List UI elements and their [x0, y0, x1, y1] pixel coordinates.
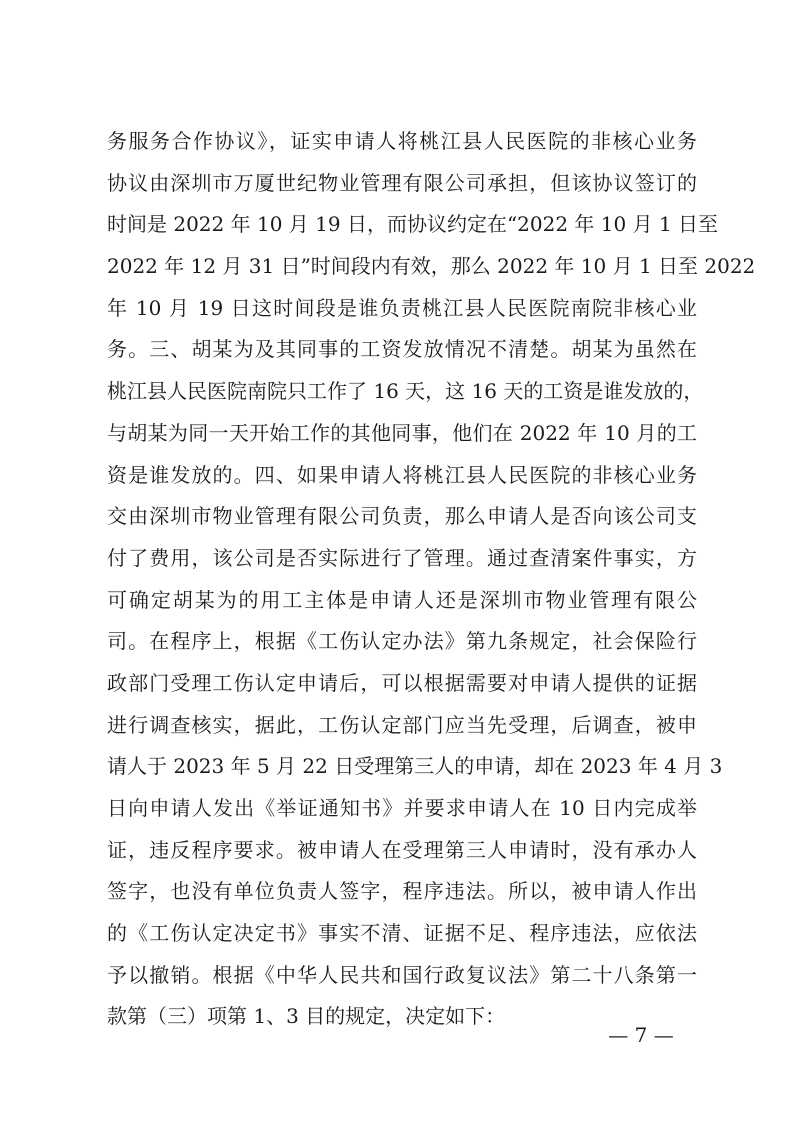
- text-line: 年 10 月 19 日这时间段是谁负责桃江县人民医院南院非核心业: [107, 295, 697, 320]
- page-number: — 7 —: [608, 1023, 674, 1047]
- text-line: 时间是 2022 年 10 月 19 日，而协议约定在“2022 年 10 月 1 日至: [107, 212, 719, 237]
- text-line: 务。三、胡某为及其同事的工资发放情况不清楚。胡某为虽然在: [107, 337, 697, 362]
- text-line: 2022 年 12 月 31 日”时间段内有效，那么 2022 年 10 月 1 日至 2022: [107, 254, 756, 279]
- text-line: 进行调查核实，据此，工伤认定部门应当先受理，后调查，被申: [107, 712, 697, 737]
- text-line: 司。在程序上，根据《工伤认定办法》第九条规定，社会保险行: [107, 629, 697, 654]
- text-line: 协议由深圳市万厦世纪物业管理有限公司承担，但该协议签订的: [107, 170, 697, 195]
- text-line: 日向申请人发出《举证通知书》并要求申请人在 10 日内完成举: [107, 796, 697, 820]
- text-line: 交由深圳市物业管理有限公司负责，那么申请人是否向该公司支: [107, 504, 697, 529]
- text-line: 款第（三）项第 1、3 目的规定，决定如下：: [107, 1004, 506, 1029]
- text-line: 请人于 2023 年 5 月 22 日受理第三人的申请，却在 2023 年 4 月 3: [107, 754, 723, 779]
- text-line: 务服务合作协议》，证实申请人将桃江县人民医院的非核心业务: [107, 129, 697, 153]
- text-line: 予以撤销。根据《中华人民共和国行政复议法》第二十八条第一: [107, 962, 697, 987]
- text-line: 证，违反程序要求。被申请人在受理第三人申请时，没有承办人: [107, 837, 697, 862]
- text-line: 付了费用，该公司是否实际进行了管理。通过查清案件事实，方: [107, 545, 697, 570]
- text-line: 政部门受理工伤认定申请后，可以根据需要对申请人提供的证据: [107, 670, 697, 695]
- text-line: 的《工伤认定决定书》事实不清、证据不足、程序违法，应依法: [107, 921, 697, 946]
- text-line: 与胡某为同一天开始工作的其他同事，他们在 2022 年 10 月的工: [107, 420, 697, 445]
- text-line: 签字，也没有单位负责人签字，程序违法。所以，被申请人作出: [107, 879, 697, 904]
- body-text: [107, 121, 756, 1038]
- text-line: 可确定胡某为的用工主体是申请人还是深圳市物业管理有限公: [107, 587, 697, 612]
- text-line: 桃江县人民医院南院只工作了 16 天，这 16 天的工资是谁发放的，: [107, 379, 704, 404]
- text-line: 资是谁发放的。四、如果申请人将桃江县人民医院的非核心业务: [107, 462, 697, 487]
